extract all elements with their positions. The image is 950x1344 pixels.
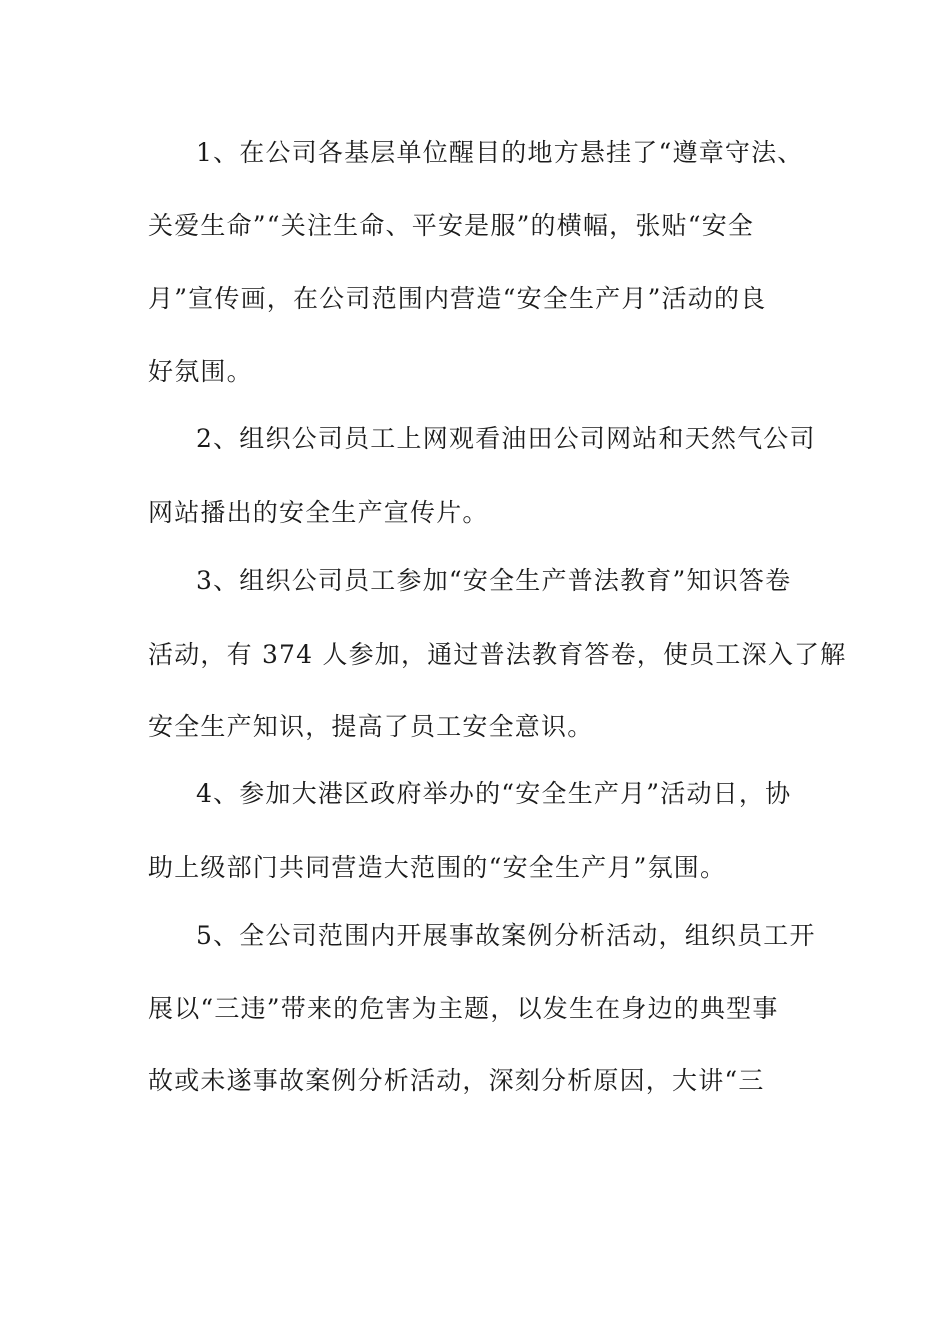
paragraph-2-line-2: 网站播出的安全生产宣传片。 <box>148 498 489 527</box>
paragraph-1-line-4: 好氛围。 <box>148 357 253 386</box>
paragraph-1-line-2: 关爱生命”“关注生命、平安是服”的横幅，张贴“安全 <box>148 211 755 240</box>
paragraph-1-line-1: 1、在公司各基层单位醒目的地方悬挂了“遵章守法、 <box>196 138 804 167</box>
paragraph-5-line-1: 5、全公司范围内开展事故案例分析活动，组织员工开 <box>196 921 816 950</box>
paragraph-5-line-2: 展以“三违”带来的危害为主题，以发生在身边的典型事 <box>148 994 779 1023</box>
paragraph-4-line-1: 4、参加大港区政府举办的“安全生产月”活动日，协 <box>196 779 792 808</box>
paragraph-3-line-1: 3、组织公司员工参加“安全生产普法教育”知识答卷 <box>196 566 792 595</box>
paragraph-3-line-2: 活动，有 374 人参加，通过普法教育答卷，使员工深入了解 <box>148 640 847 669</box>
paragraph-3-line-3: 安全生产知识，提高了员工安全意识。 <box>148 712 594 741</box>
paragraph-1-line-3: 月”宣传画，在公司范围内营造“安全生产月”活动的良 <box>148 284 767 313</box>
paragraph-2-line-1: 2、组织公司员工上网观看油田公司网站和天然气公司 <box>196 424 816 453</box>
paragraph-4-line-2: 助上级部门共同营造大范围的“安全生产月”氛围。 <box>148 853 727 882</box>
paragraph-5-line-3: 故或未遂事故案例分析活动，深刻分析原因，大讲“三 <box>148 1066 765 1095</box>
